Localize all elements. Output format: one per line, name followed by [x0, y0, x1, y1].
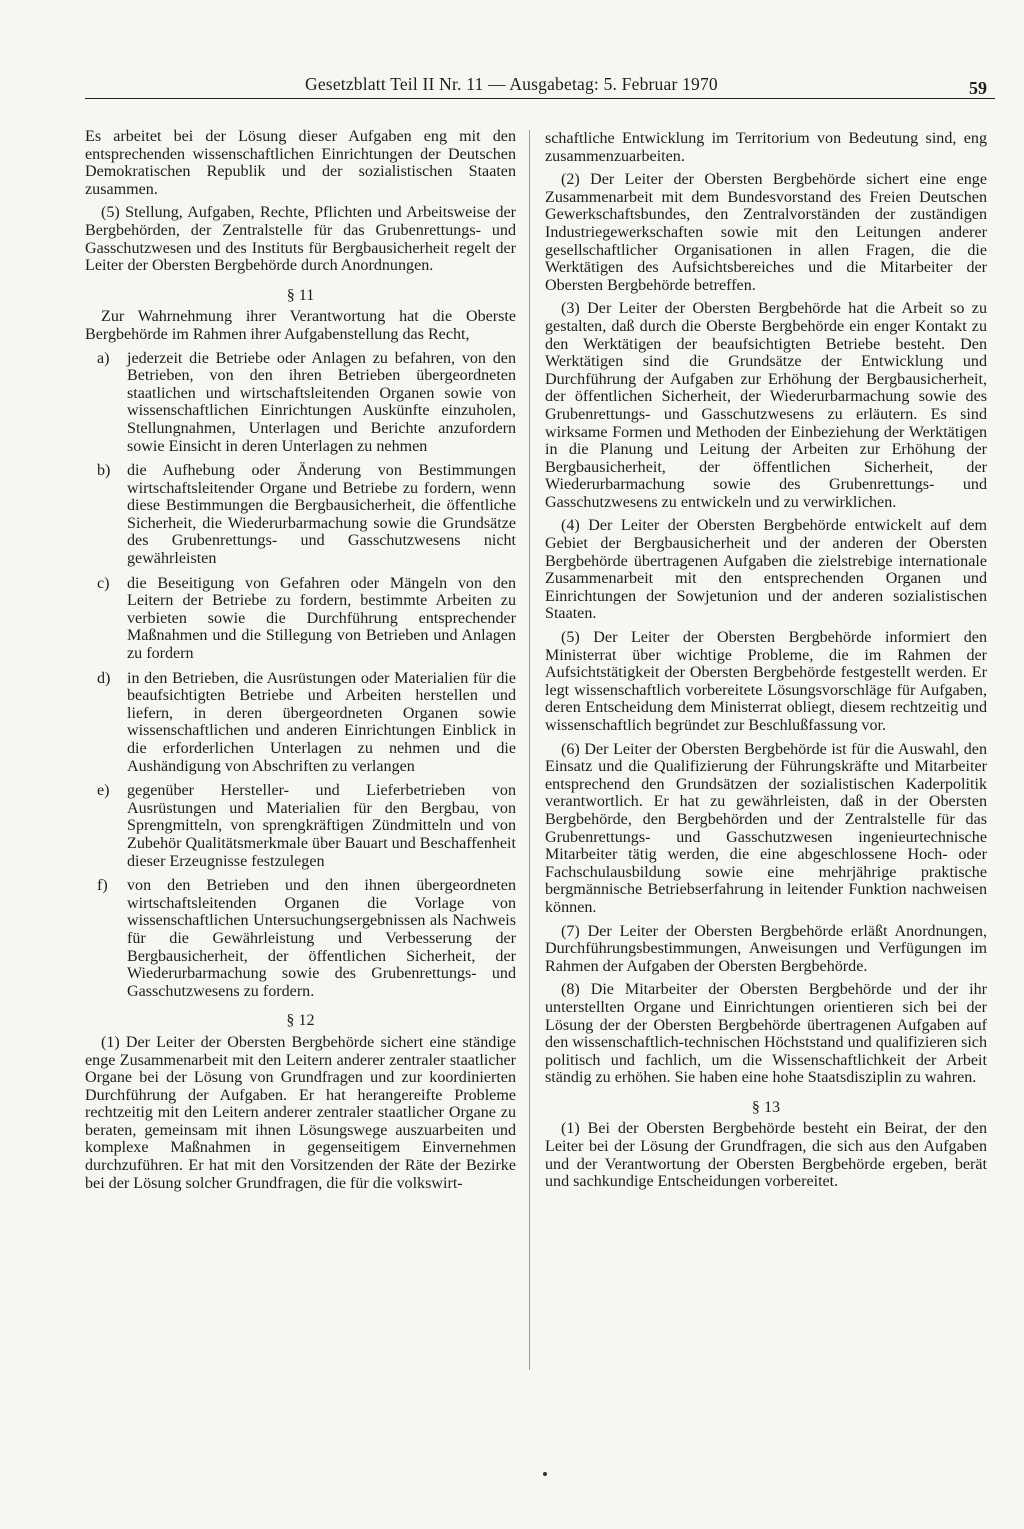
section-13-heading: § 13 [751, 1098, 781, 1116]
section-12-paragraph-1: (1) Der Leiter der Obersten Bergbehörde sichert eine ständige enge Zusammenarbeit mit den Leitern anderer zentraler staatlicher Organe bei der Lösung von Grundfragen und zur koordinierten Durchführung der Aufgaben. Er hat herangereifte Probleme rechtzeitig mit den Leitern anderer zentraler staatlicher Organe zu beraten, gemeinsam mit ihnen Lösungswege auszuarbeiten und komplexe Maßnahmen in gegenseitigem Einvernehmen durchzuführen. Er hat mit den Vorsitzenden der Räte der Bezirke bei der Lösung solcher Grundfragen, die für die volkswirt- [85, 1033, 516, 1192]
section-12-paragraph-8: (8) Die Mitarbeiter der Obersten Bergbehörde und der ihr unterstellten Organe und Einrichtungen orientieren sich bei der Lösung der der Obersten Bergbehörde übertragenen Aufgaben auf den wissenschaftlich-technischen Höchststand und qualifizieren sich politisch und fachlich, um die Wissenschaftlichkeit der Arbeit ständig zu erhöhen. Sie haben eine hohe Staatsdisziplin zu wahren. [545, 981, 987, 1087]
gazette-title: Gesetzblatt Teil II Nr. 11 — Ausgabetag: 5. Februar 1970 [305, 74, 718, 94]
list-item-text: die Beseitigung von Gefahren oder Mängeln von den Leitern der Betriebe zu fordern, bestimmte Arbeiten zu verbieten sowie die Durchführung entsprechender Maßnahmen und die Stillegung von Betrieben und Anlagen zu fordern [127, 574, 516, 663]
list-item [85, 782, 516, 870]
list-item-label: d) [97, 669, 111, 687]
column-divider [529, 130, 530, 1370]
section-11-heading: § 11 [286, 286, 315, 304]
list-item [85, 670, 516, 776]
paragraph-5: (5) Stellung, Aufgaben, Rechte, Pflichten und Arbeitsweise der Bergbehörden, der Zentralstelle für das Grubenrettungs- und Gasschutzwesen und des Instituts für Bergbausicherheit regelt der Leiter der Obersten Bergbehörde durch Anordnungen. [85, 204, 516, 275]
list-item-text: gegenüber Hersteller- und Lieferbetrieben von Ausrüstungen und Materialien für den Bergbau, von Sprengmitteln, von sprengkräftigen Zündmitteln und von Zubehör Qualitätsmerkmale über Bauart und Beschaffenheit dieser Erzeugnisse festzulegen [127, 782, 516, 870]
section-11-intro: Zur Wahrnehmung ihrer Verantwortung hat die Oberste Bergbehörde im Rahmen ihrer Aufgabenstellung das Recht, [85, 308, 516, 343]
scan-speck [543, 1472, 547, 1476]
section-12-heading: § 12 [286, 1012, 315, 1030]
list-item-label: c) [97, 574, 110, 592]
section-12-paragraph-2: (2) Der Leiter der Obersten Bergbehörde sichert eine enge Zusammenarbeit mit dem Bundesvorstand des Freien Deutschen Gewerkschaftsbundes, den Zentralvorständen der zuständigen Industriegewerkschaften sowie mit den Leitungen anderer gesellschaftlicher Organisationen in allen Fragen, die die Werktätigen des Aufsichtsbereiches und die Mitarbeiter der Obersten Bergbehörde betreffen. [545, 171, 987, 294]
list-item-text: in den Betrieben, die Ausrüstungen oder Materialien für die beaufsichtigten Betriebe und Arbeiten herstellen und liefern, in deren übergeordneten Organen sowie wissenschaftlichen und anderen Einrichtungen Einblick in die erforderlichen Unterlagen zu nehmen und die Aushändigung von Abschriften zu verlangen [127, 669, 516, 775]
section-12-paragraph-7: (7) Der Leiter der Obersten Bergbehörde erläßt Anordnungen, Durchführungsbestimmungen, Anweisungen und Verfügungen im Rahmen der Aufgaben der Obersten Bergbehörde. [545, 922, 987, 975]
section-13-paragraph-1: (1) Bei der Obersten Bergbehörde besteht ein Beirat, der den Leiter bei der Lösung der Grundfragen, die sich aus den Aufgaben und der Verantwortung der Obersten Bergbehörde ergeben, berät und sachkundige Entscheidungen vorbereitet. [545, 1120, 987, 1191]
list-item-label: f) [97, 877, 108, 895]
section-12-paragraph-4: (4) Der Leiter der Obersten Bergbehörde entwickelt auf dem Gebiet der Bergbausicherheit und der anderen der Obersten Bergbehörde übertragenen Aufgaben die zielstrebige internationale Zusammenarbeit mit den entsprechenden Organen und Einrichtungen der Sowjetunion und der anderen sozialistischen Staaten. [545, 517, 987, 623]
list-item [85, 575, 516, 663]
left-column [85, 128, 516, 1198]
list-item [85, 462, 516, 568]
list-item-text: die Aufhebung oder Änderung von Bestimmungen wirtschaftsleitender Organe und Betriebe zu fordern, wenn diese Bestimmungen die Bergbausicherheit, die öffentliche Sicherheit, die Wiederurbarmachung sowie die Grundsätze des Grubenrettungs- und Gasschutzwesens nicht gewährleisten [127, 462, 516, 568]
list-item-label: b) [97, 462, 111, 480]
list-item-text: von den Betrieben und den ihnen übergeordneten wirtschaftsleitenden Organen die Vorlage von wissenschaftlichen Untersuchungsergebnissen als Nachweis für die Gewährleistung und Verbesserung der Bergbausicherheit, der öffentlichen Sicherheit, der Wiederurbarmachung sowie des Grubenrettungs- und Gasschutzwesens zu fordern. [127, 877, 516, 1000]
header-rule [85, 98, 995, 99]
section-12-paragraph-3: (3) Der Leiter der Obersten Bergbehörde hat die Arbeit so zu gestalten, daß durch die Oberste Bergbehörde ein enger Kontakt zu den Werktätigen der beaufsichtigten Betriebe besteht. Den Werktätigen sind die Grundsätze der Entwicklung und Durchführung der Aufgaben zur Erhöhung der Bergbausicherheit, der öffentlichen Sicherheit, der Wiederurbarmachung sowie des Grubenrettungs- und Gasschutzwesens zu erläutern. Es sind wirksame Formen und Methoden der Einbeziehung der Werktätigen in die Planung und Leitung der Arbeiten zur Erhöhung der Bergbausicherheit, der öffentlichen Sicherheit, der Wiederurbarmachung sowie des Grubenrettungs- und Gasschutzwesens zu entwickeln und zu verwirklichen. [545, 300, 987, 511]
list-item [85, 350, 516, 456]
right-column [545, 130, 987, 1197]
list-item-label: a) [97, 349, 110, 367]
list-item-label: e) [97, 782, 110, 800]
list-item-text: jederzeit die Betriebe oder Anlagen zu befahren, von den Betrieben, von den ihren Betrieben übergeordneten staatlichen und wirtschaftsleitenden Organen sowie von wissenschaftlichen Einrichtungen Auskünfte einzuholen, Stellungnahmen, Unterlagen und Berichte anzufordern sowie Einsicht in deren Unterlagen zu nehmen [127, 349, 516, 455]
section-12-paragraph-5: (5) Der Leiter der Obersten Bergbehörde informiert den Ministerrat über wichtige Probleme, die im Rahmen der Aufsichtstätigkeit der Obersten Bergbehörde festgestellt werden. Er legt wissenschaftlich vorbereitete Lösungsvorschläge für Aufgaben, deren Entscheidung dem Ministerrat obliegt, diesem rechtzeitig und wissenschaftlich begründet zur Beschlußfassung vor. [545, 629, 987, 734]
paragraph-intro: Es arbeitet bei der Lösung dieser Aufgaben eng mit den entsprechenden wissenschaftlichen Einrichtungen der Deutschen Demokratischen Republik und der sozialistischen Staaten zusammen. [85, 128, 516, 198]
page-number: 59 [969, 78, 987, 98]
page-header [85, 70, 995, 100]
list-item [85, 877, 516, 1000]
section-12-paragraph-6: (6) Der Leiter der Obersten Bergbehörde ist für die Auswahl, den Einsatz und die Qualifizierung der Führungskräfte und Mitarbeiter entsprechend den Grundsätzen der sozialistischen Kaderpolitik verantwortlich. Er hat zu gewährleisten, daß in der Obersten Bergbehörde, den Bergbehörden und der Zentralstelle für das Grubenrettungs- und Gasschutzwesen ingenieurtechnische Mitarbeiter tätig werden, die eine abgeschlossene Hoch- oder Fachschulausbildung sowie eine mehrjährige praktische bergmännische Betriebserfahrung in leitender Funktion nachweisen können. [545, 740, 987, 916]
paragraph-continuation: schaftliche Entwicklung im Territorium von Bedeutung sind, eng zusammenzuarbeiten. [545, 130, 987, 165]
